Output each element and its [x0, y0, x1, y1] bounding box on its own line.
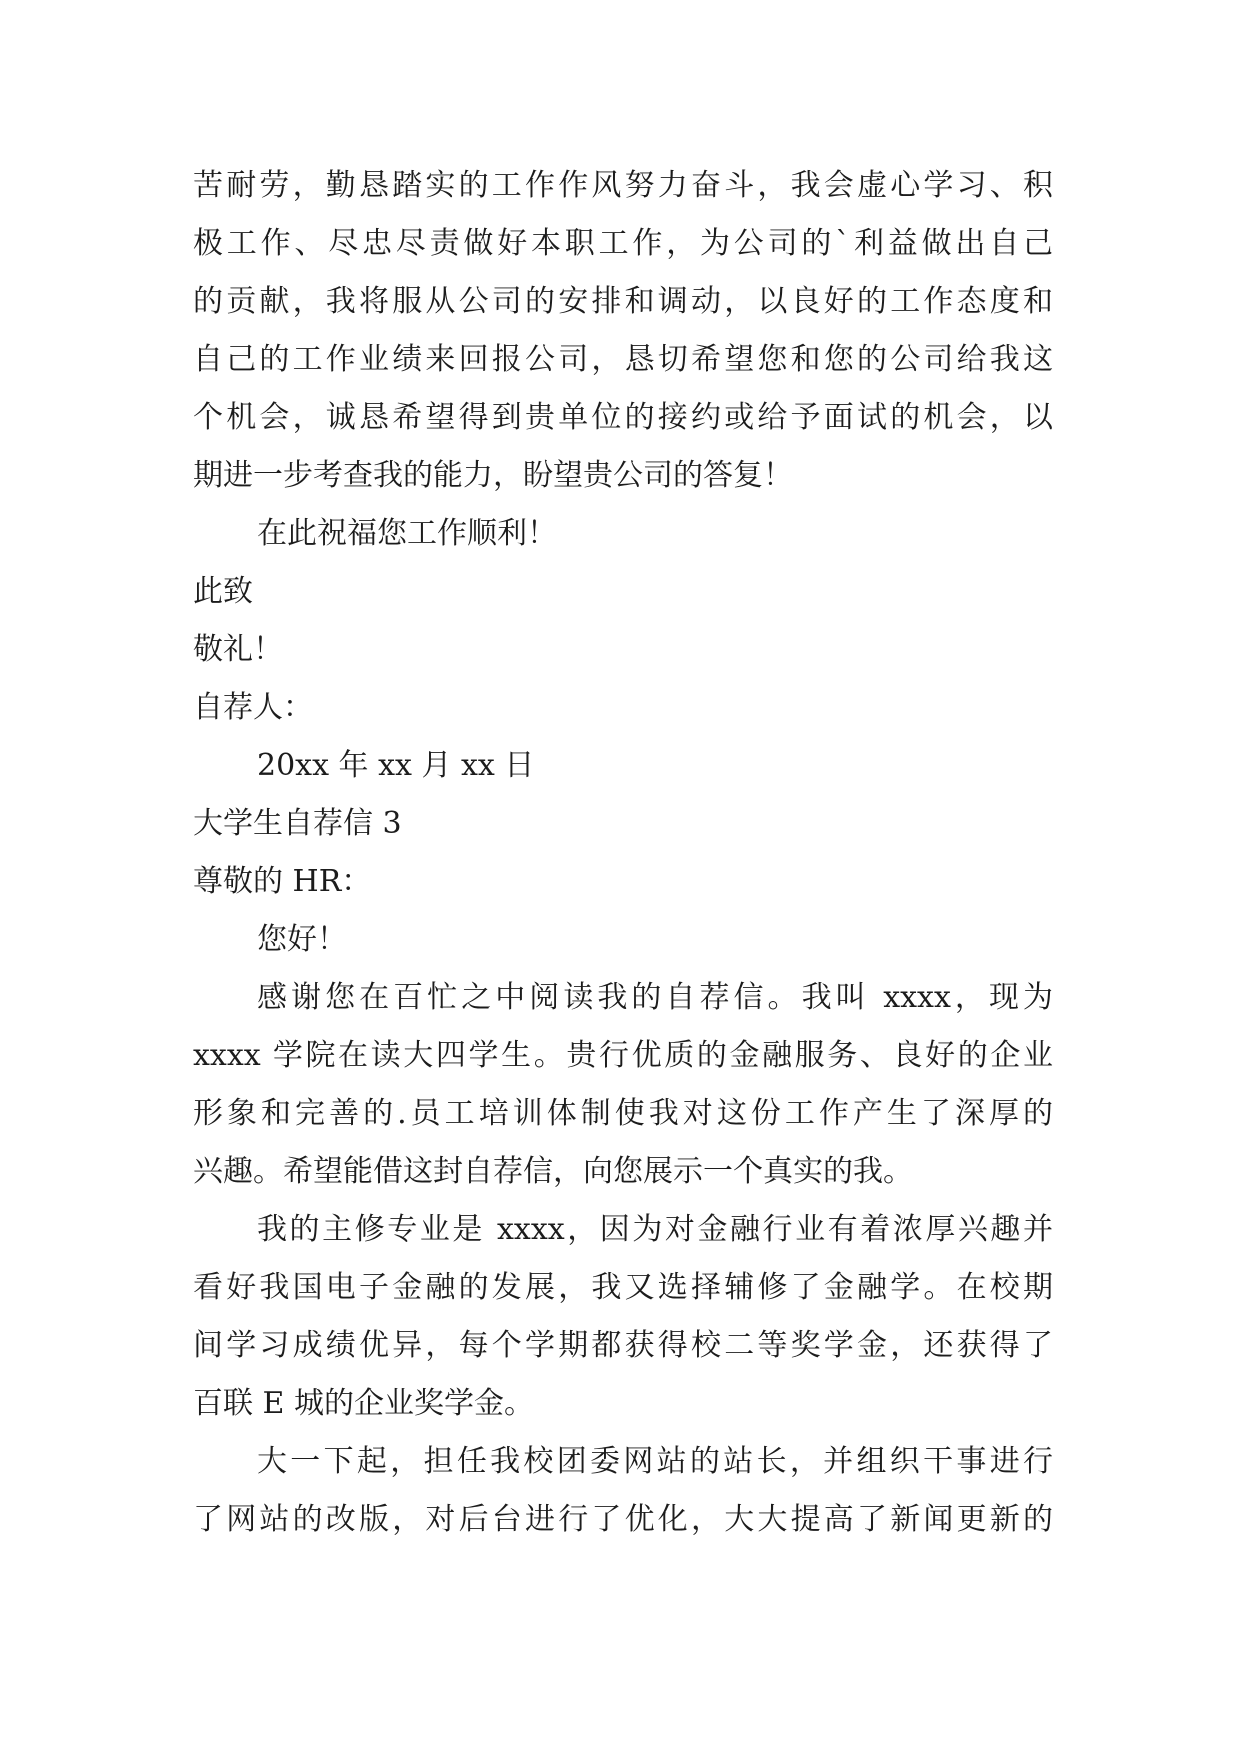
text-line: 了网站的改版，对后台进行了优化，大大提高了新闻更新的 [193, 1502, 1053, 1537]
text-line: 在此祝福您工作顺利！ [257, 516, 557, 551]
text-line: 百联 E 城的企业奖学金。 [193, 1386, 534, 1421]
text-line: 敬礼！ [193, 632, 283, 667]
text-line: 个机会，诚恳希望得到贵单位的接约或给予面试的机会，以 [193, 400, 1053, 435]
text-line: 苦耐劳，勤恳踏实的工作作风努力奋斗，我会虚心学习、积 [193, 168, 1053, 203]
text-line: 自己的工作业绩来回报公司，恳切希望您和您的公司给我这 [193, 342, 1053, 377]
text-line: 感谢您在百忙之中阅读我的自荐信。我叫 xxxx，现为 [257, 980, 1053, 1015]
text-line: 自荐人： [193, 690, 313, 725]
text-line: 形象和完善的.员工培训体制使我对这份工作产生了深厚的 [193, 1096, 1053, 1131]
text-line: 兴趣。希望能借这封自荐信，向您展示一个真实的我。 [193, 1154, 913, 1189]
text-line: 的贡献，我将服从公司的安排和调动，以良好的工作态度和 [193, 284, 1053, 319]
text-line: 此致 [193, 574, 253, 609]
text-line: 看好我国电子金融的发展，我又选择辅修了金融学。在校期 [193, 1270, 1053, 1305]
text-line: 间学习成绩优异，每个学期都获得校二等奖学金，还获得了 [193, 1328, 1053, 1363]
text-line: 您好！ [257, 922, 347, 957]
text-line: 我的主修专业是 xxxx，因为对金融行业有着浓厚兴趣并 [257, 1212, 1053, 1247]
text-line: xxxx 学院在读大四学生。贵行优质的金融服务、良好的企业 [193, 1038, 1053, 1073]
text-line: 大一下起，担任我校团委网站的站长，并组织干事进行 [257, 1444, 1053, 1479]
text-line: 尊敬的 HR： [193, 864, 372, 899]
letter-body [193, 157, 1053, 1549]
text-line: 极工作、尽忠尽责做好本职工作，为公司的`利益做出自己 [193, 226, 1053, 261]
text-line: 期进一步考查我的能力，盼望贵公司的答复！ [193, 458, 793, 493]
text-line: 大学生自荐信 3 [193, 806, 402, 841]
text-line: 20xx 年 xx 月 xx 日 [257, 748, 535, 783]
